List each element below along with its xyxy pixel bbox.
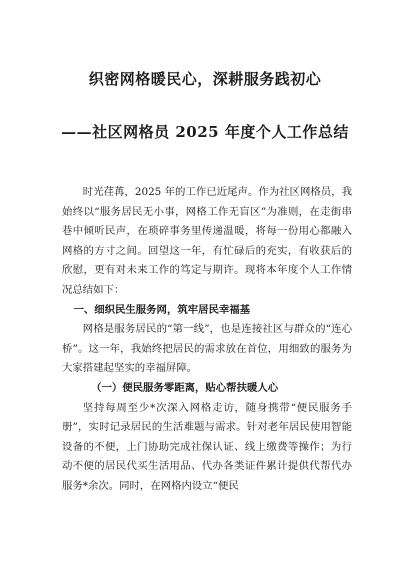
document-title: 织密网格暖民心，深耕服务践初心 [88,70,322,88]
document-subtitle: ——社区网格员 2025 年度个人工作总结 [61,123,349,141]
section-1-paragraph: 网格是服务居民的“第一线”，也是连接社区与群众的“连心桥”。这一年，我始终把居民的需求放在首位，用细致的服务为大家搭建起坚实的幸福屏障。 [62,323,352,375]
subsection-1-paragraph: 坚持每周至少*次深入网格走访，随身携带“便民服务手册”，实时记录居民的生活难题与需求。针对老年居民使用智能设备的不便，上门协助完成社保认证、线上缴费等操作；为行动不便的居民代买生活用品、代办各类证件累计提供代帮代办服务*余次。同时，在网格内设立“便民 [62,401,352,492]
subsection-heading-1: （一）便民服务零距离，贴心帮扶暖人心 [91,381,279,394]
section-heading-1: 一、细织民生服务网，筑牢居民幸福基 [73,303,251,316]
document-body [62,183,352,497]
intro-paragraph: 时光荏苒，2025 年的工作已近尾声。作为社区网格员，我始终以“服务居民无小事，网格工作无盲区”为准则，在走街串巷中倾听民声，在琐碎事务里传递温暖，将每一份用心都融入网格的方寸之间。回望这一年，有忙碌后的充实，有收获后的欣慰，更有对未来工作的笃定与期许。现将本年度个人工作情况总结如下： [62,186,352,296]
